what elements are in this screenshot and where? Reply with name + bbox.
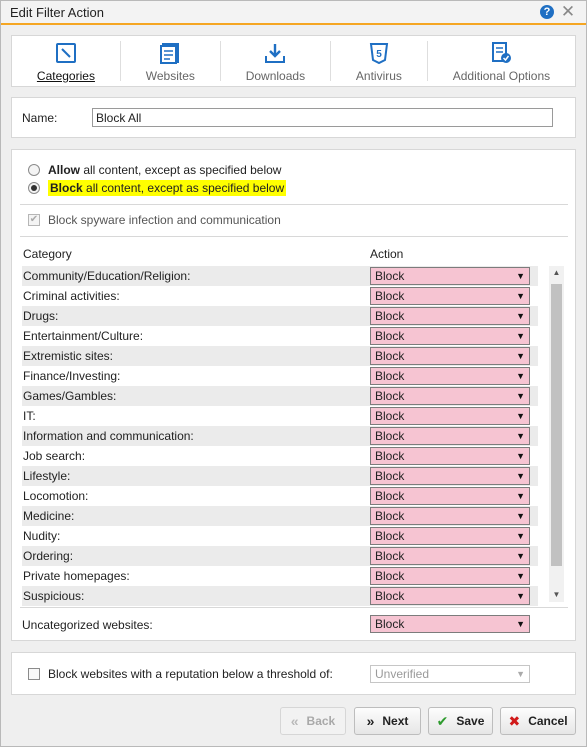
category-name: Lifestyle: — [23, 469, 71, 483]
chevron-down-icon: ▼ — [516, 451, 525, 461]
category-action-select[interactable] — [370, 467, 530, 485]
back-label: Back — [306, 714, 336, 728]
chevron-down-icon: ▼ — [516, 311, 525, 321]
table-row — [22, 526, 538, 546]
select-value: Unverified — [375, 667, 430, 681]
chevron-down-icon: ▼ — [516, 619, 525, 629]
select-value: Block — [375, 509, 405, 523]
tab-websites[interactable] — [121, 41, 221, 81]
name-label: Name: — [22, 111, 58, 125]
table-row — [22, 486, 538, 506]
reputation-label: Block websites with a reputation below a threshold of: — [48, 667, 333, 681]
category-action-select[interactable] — [370, 447, 530, 465]
tab-label: Categories — [36, 69, 95, 83]
table-row — [22, 286, 538, 306]
tab-downloads[interactable] — [221, 41, 331, 81]
uncategorized-action-select[interactable] — [370, 615, 530, 633]
tab-antivirus[interactable] — [331, 41, 428, 81]
chevron-down-icon: ▼ — [516, 271, 525, 281]
reputation-panel — [11, 652, 576, 695]
category-action-select[interactable] — [370, 347, 530, 365]
category-name: Games/Gambles: — [23, 389, 117, 403]
category-column-header: Category — [23, 247, 72, 261]
chevron-down-icon: ▼ — [516, 551, 525, 561]
table-row — [22, 406, 538, 426]
divider — [20, 607, 568, 608]
chevron-down-icon: ▼ — [516, 351, 525, 361]
category-scrollbar[interactable] — [549, 266, 564, 602]
category-action-select[interactable] — [370, 547, 530, 565]
antivirus-icon — [367, 41, 391, 65]
table-row — [22, 426, 538, 446]
chevron-down-icon: ▼ — [516, 431, 525, 441]
chevron-down-icon: ▼ — [516, 391, 525, 401]
allow-option-label: Allow all content, except as specified below — [48, 163, 282, 177]
category-name: Drugs: — [23, 309, 59, 323]
next-label: Next — [382, 714, 409, 728]
category-name: Criminal activities: — [23, 289, 120, 303]
category-action-select[interactable] — [370, 367, 530, 385]
divider — [20, 236, 568, 237]
select-value: Block — [375, 329, 405, 343]
category-name: IT: — [23, 409, 36, 423]
category-action-select[interactable] — [370, 327, 530, 345]
select-value: Block — [375, 309, 405, 323]
tab-label: Downloads — [245, 69, 306, 83]
category-name: Finance/Investing: — [23, 369, 121, 383]
chevron-down-icon: ▼ — [516, 531, 525, 541]
reputation-threshold-select[interactable] — [370, 665, 530, 683]
tab-additional-options[interactable] — [428, 41, 575, 81]
allow-radio[interactable] — [28, 164, 40, 176]
reputation-checkbox[interactable] — [28, 668, 40, 680]
table-row — [22, 346, 538, 366]
cancel-button[interactable] — [500, 707, 576, 735]
uncategorized-label: Uncategorized websites: — [22, 618, 153, 632]
select-value: Block — [375, 469, 405, 483]
next-button[interactable] — [354, 707, 421, 735]
select-value: Block — [375, 489, 405, 503]
category-name: Job search: — [23, 449, 86, 463]
save-label: Save — [456, 714, 485, 728]
category-name: Private homepages: — [23, 569, 130, 583]
table-row — [22, 466, 538, 486]
select-value: Block — [375, 617, 405, 631]
table-row — [22, 446, 538, 466]
action-column-header: Action — [370, 247, 404, 261]
dialog-title: Edit Filter Action — [10, 5, 104, 20]
category-name: Community/Education/Religion: — [23, 269, 191, 283]
category-action-select[interactable] — [370, 387, 530, 405]
select-value: Block — [375, 349, 405, 363]
category-name: Suspicious: — [23, 589, 85, 603]
chevron-down-icon: ▼ — [516, 331, 525, 341]
select-value: Block — [375, 429, 405, 443]
table-row — [22, 266, 538, 286]
table-row — [22, 566, 538, 586]
select-value: Block — [375, 369, 405, 383]
help-icon[interactable]: ? — [540, 5, 554, 19]
categories-icon — [54, 41, 78, 65]
chevron-down-icon: ▼ — [516, 511, 525, 521]
chevron-down-icon: ▼ — [516, 471, 525, 481]
tab-label: Antivirus — [355, 69, 402, 83]
back-button[interactable] — [280, 707, 346, 735]
chevron-down-icon: ▼ — [516, 571, 525, 581]
select-value: Block — [375, 289, 405, 303]
chevron-down-icon: ▼ — [516, 491, 525, 501]
select-value: Block — [375, 269, 405, 283]
category-name: Medicine: — [23, 509, 75, 523]
reputation-option[interactable] — [28, 667, 333, 681]
spyware-option — [28, 213, 281, 227]
select-value: Block — [375, 549, 405, 563]
tab-label: Websites — [145, 69, 195, 83]
category-table — [22, 266, 538, 606]
category-action-select[interactable] — [370, 487, 530, 505]
allow-option[interactable] — [28, 162, 281, 178]
spyware-checkbox: ✔ — [29, 214, 39, 225]
table-row — [22, 326, 538, 346]
table-row — [22, 546, 538, 566]
select-value: Block — [375, 449, 405, 463]
double-chevron-left-icon: « — [290, 713, 299, 729]
websites-icon — [158, 41, 182, 65]
chevron-down-icon: ▼ — [516, 591, 525, 601]
category-name: Ordering: — [23, 549, 74, 563]
table-row — [22, 306, 538, 326]
downloads-icon — [263, 41, 287, 65]
name-panel — [11, 97, 576, 138]
double-chevron-right-icon: » — [366, 713, 375, 729]
table-row — [22, 506, 538, 526]
title-bar — [1, 1, 586, 25]
chevron-down-icon: ▼ — [516, 411, 525, 421]
category-name: Entertainment/Culture: — [23, 329, 144, 343]
additional-options-icon — [489, 41, 513, 65]
select-value: Block — [375, 529, 405, 543]
block-option[interactable] — [28, 180, 286, 196]
category-action-select[interactable] — [370, 567, 530, 585]
category-action-select[interactable] — [370, 587, 530, 605]
checkmark-icon: ✔ — [436, 712, 449, 729]
scroll-thumb[interactable] — [551, 284, 562, 566]
tab-label: Additional Options — [452, 69, 551, 83]
select-value: Block — [375, 389, 405, 403]
chevron-down-icon: ▼ — [516, 291, 525, 301]
category-action-select[interactable] — [370, 527, 530, 545]
category-name: Information and communication: — [23, 429, 194, 443]
category-action-select[interactable] — [370, 507, 530, 525]
scroll-up-icon[interactable]: ▲ — [552, 268, 561, 277]
select-value: Block — [375, 589, 405, 603]
category-name: Locomotion: — [23, 489, 89, 503]
svg-text:5: 5 — [376, 49, 382, 60]
block-radio[interactable] — [28, 182, 40, 194]
table-row — [22, 366, 538, 386]
divider — [20, 204, 568, 205]
spyware-label: Block spyware infection and communication — [48, 213, 281, 227]
tab-categories[interactable] — [12, 41, 121, 81]
close-x-icon: ✖ — [508, 712, 521, 729]
select-value: Block — [375, 569, 405, 583]
category-action-select[interactable] — [370, 267, 530, 285]
chevron-down-icon: ▼ — [516, 371, 525, 381]
block-option-label: Block all content, except as specified below — [50, 181, 285, 195]
category-action-select[interactable] — [370, 307, 530, 325]
category-action-select[interactable] — [370, 287, 530, 305]
close-icon[interactable]: ✕ — [560, 2, 576, 21]
category-action-select[interactable] — [370, 407, 530, 425]
category-name: Nudity: — [23, 529, 61, 543]
categories-panel — [11, 149, 576, 641]
scroll-down-icon[interactable]: ▼ — [552, 590, 561, 599]
table-row — [22, 586, 538, 606]
name-input[interactable] — [92, 108, 553, 127]
cancel-label: Cancel — [528, 714, 568, 728]
chevron-down-icon: ▼ — [516, 669, 525, 679]
category-name: Extremistic sites: — [23, 349, 114, 363]
select-value: Block — [375, 409, 405, 423]
table-row — [22, 386, 538, 406]
save-button[interactable] — [428, 707, 493, 735]
tab-bar — [11, 35, 576, 87]
category-action-select[interactable] — [370, 427, 530, 445]
